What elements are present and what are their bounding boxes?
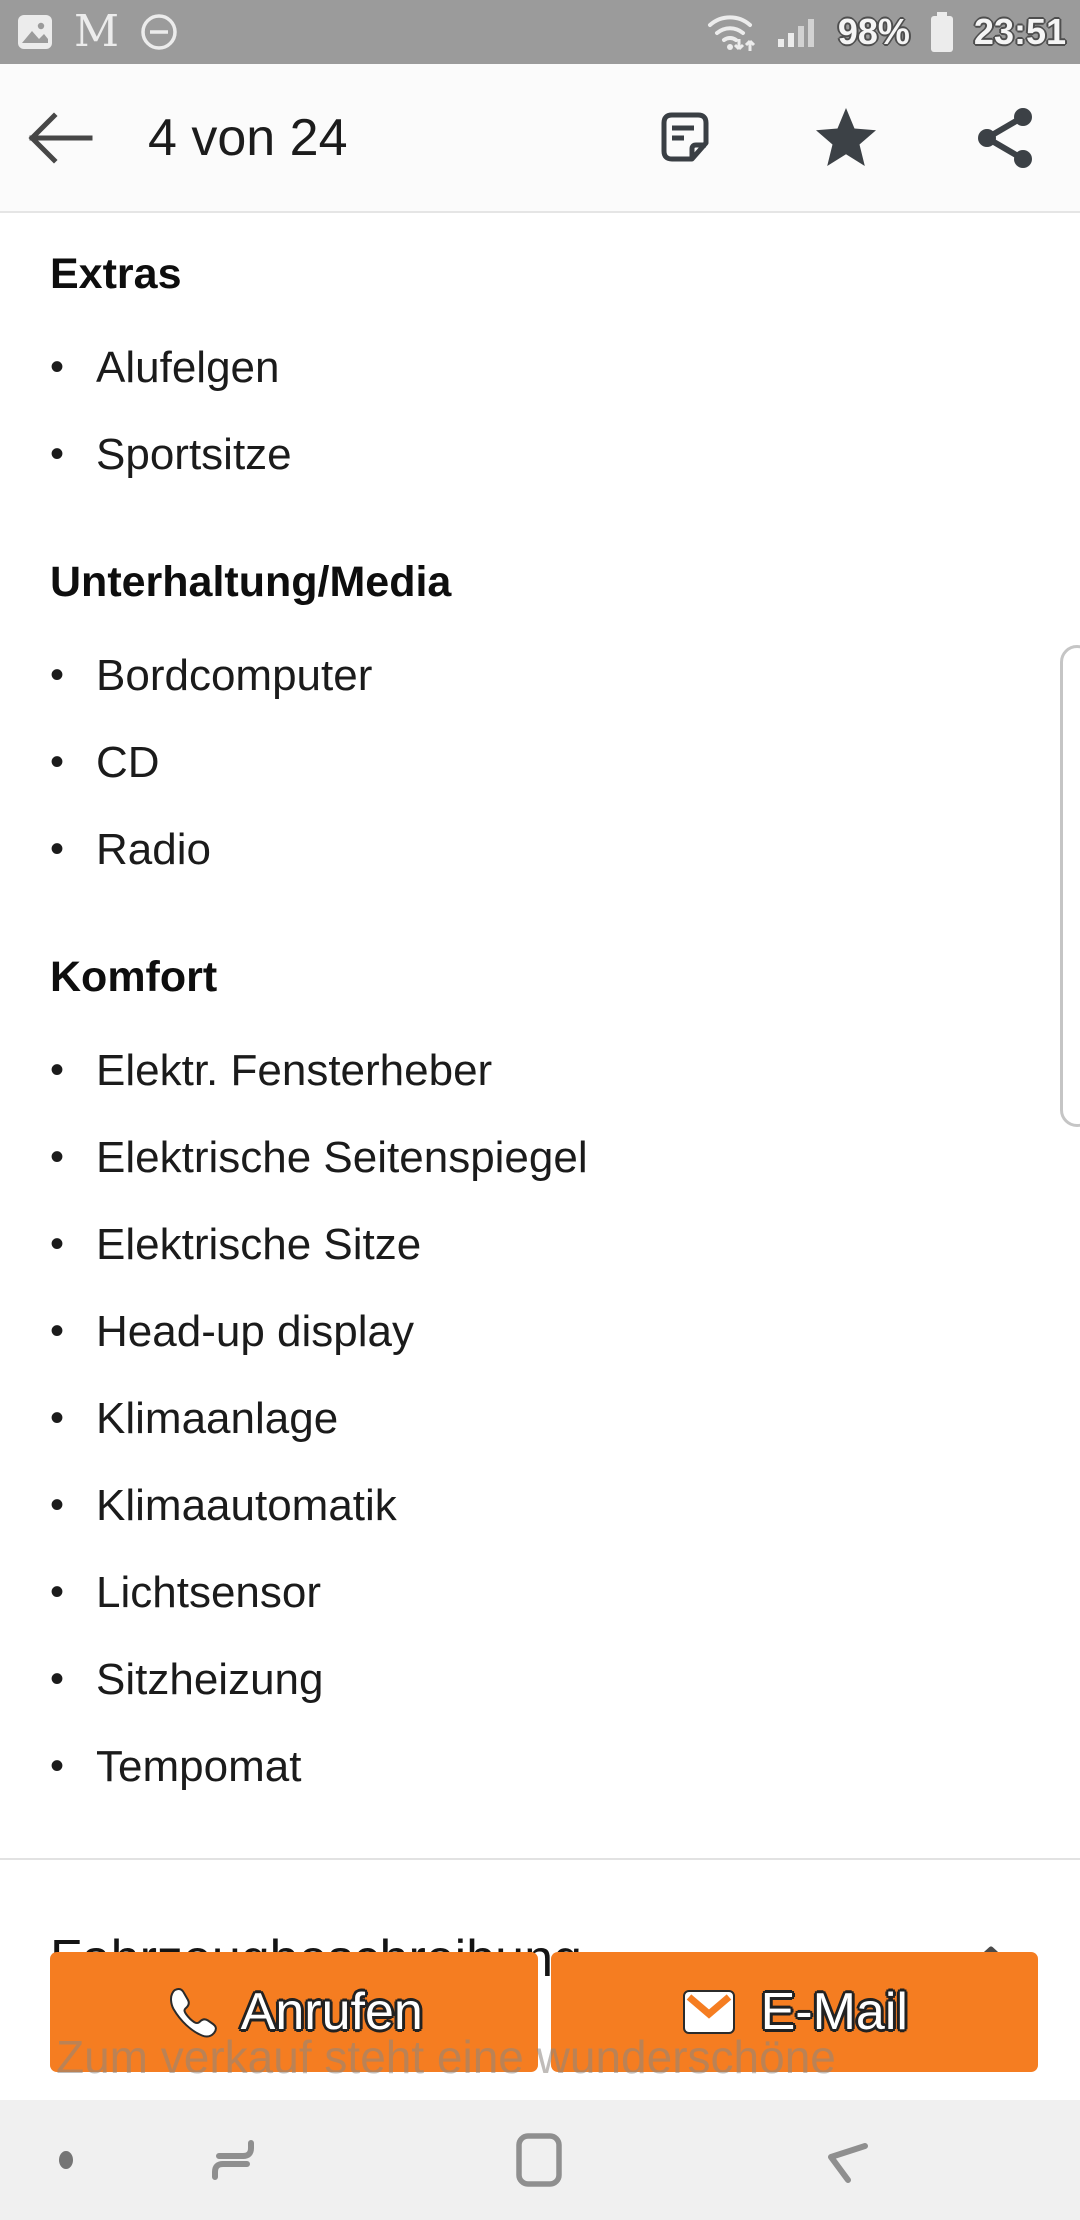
email-button-label: E-Mail xyxy=(760,1983,908,2041)
equipment-item: • Radio xyxy=(50,807,1030,894)
edge-handle-dot[interactable] xyxy=(46,2100,86,2220)
status-bar-system xyxy=(706,9,1066,55)
equipment-item: • Head-up display xyxy=(50,1289,1030,1376)
clock-label: 23:51 xyxy=(973,11,1066,52)
back-arrow-icon xyxy=(24,108,96,168)
listing-content xyxy=(0,215,1080,1990)
equipment-item: • Sitzheizung xyxy=(50,1637,1030,1724)
status-bar-notifications xyxy=(14,6,181,57)
wifi-icon xyxy=(706,9,758,55)
app-header xyxy=(0,64,1080,213)
equipment-item: • Elektr. Fensterheber xyxy=(50,1028,1030,1115)
equipment-item: • Alufelgen xyxy=(50,325,1030,412)
home-button[interactable] xyxy=(504,2100,574,2220)
equipment-item: • Lichtsensor xyxy=(50,1550,1030,1637)
note-icon[interactable] xyxy=(654,107,716,169)
battery-percent-label: 98% xyxy=(837,11,910,52)
equipment-list xyxy=(50,325,1030,499)
call-button-label: Anrufen xyxy=(240,1983,423,2041)
equipment-item: • Elektrische Sitze xyxy=(50,1202,1030,1289)
header-actions xyxy=(654,106,1080,170)
recents-icon xyxy=(205,2131,261,2189)
signal-strength-icon xyxy=(776,11,820,53)
section-heading: Unterhaltung/Media xyxy=(50,558,452,606)
equipment-item: • Bordcomputer xyxy=(50,633,1030,720)
equipment-item: • CD xyxy=(50,720,1030,807)
equipment-sections xyxy=(0,215,1080,1811)
star-icon[interactable] xyxy=(812,106,880,170)
recents-button[interactable] xyxy=(198,2100,268,2220)
equipment-list xyxy=(50,633,1030,894)
equipment-item: • Elektrische Seitenspiegel xyxy=(50,1115,1030,1202)
equipment-item: • Sportsitze xyxy=(50,412,1030,499)
navigation-bar xyxy=(0,2100,1080,2220)
back-nav-button[interactable] xyxy=(810,2100,880,2220)
equipment-item: • Tempomat xyxy=(50,1724,1030,1811)
scrollbar-thumb[interactable] xyxy=(1060,645,1080,1127)
image-notification-icon xyxy=(14,11,56,53)
share-icon[interactable] xyxy=(976,107,1034,169)
back-button[interactable] xyxy=(0,64,120,211)
back-nav-icon xyxy=(817,2132,873,2188)
description-preview-text: Zum verkauf steht eine wunderschöne xyxy=(56,2031,836,2083)
equipment-list xyxy=(50,1028,1030,1811)
equipment-item: • Klimaautomatik xyxy=(50,1463,1030,1550)
page-counter: 4 von 24 xyxy=(148,108,348,167)
section-heading: Komfort xyxy=(50,953,218,1001)
gmail-m-icon: M xyxy=(74,6,120,57)
home-icon xyxy=(513,2130,565,2190)
battery-icon xyxy=(928,9,956,55)
section-heading: Extras xyxy=(50,250,182,298)
do-not-disturb-icon xyxy=(137,10,181,54)
equipment-item: • Klimaanlage xyxy=(50,1376,1030,1463)
status-bar xyxy=(0,0,1080,64)
